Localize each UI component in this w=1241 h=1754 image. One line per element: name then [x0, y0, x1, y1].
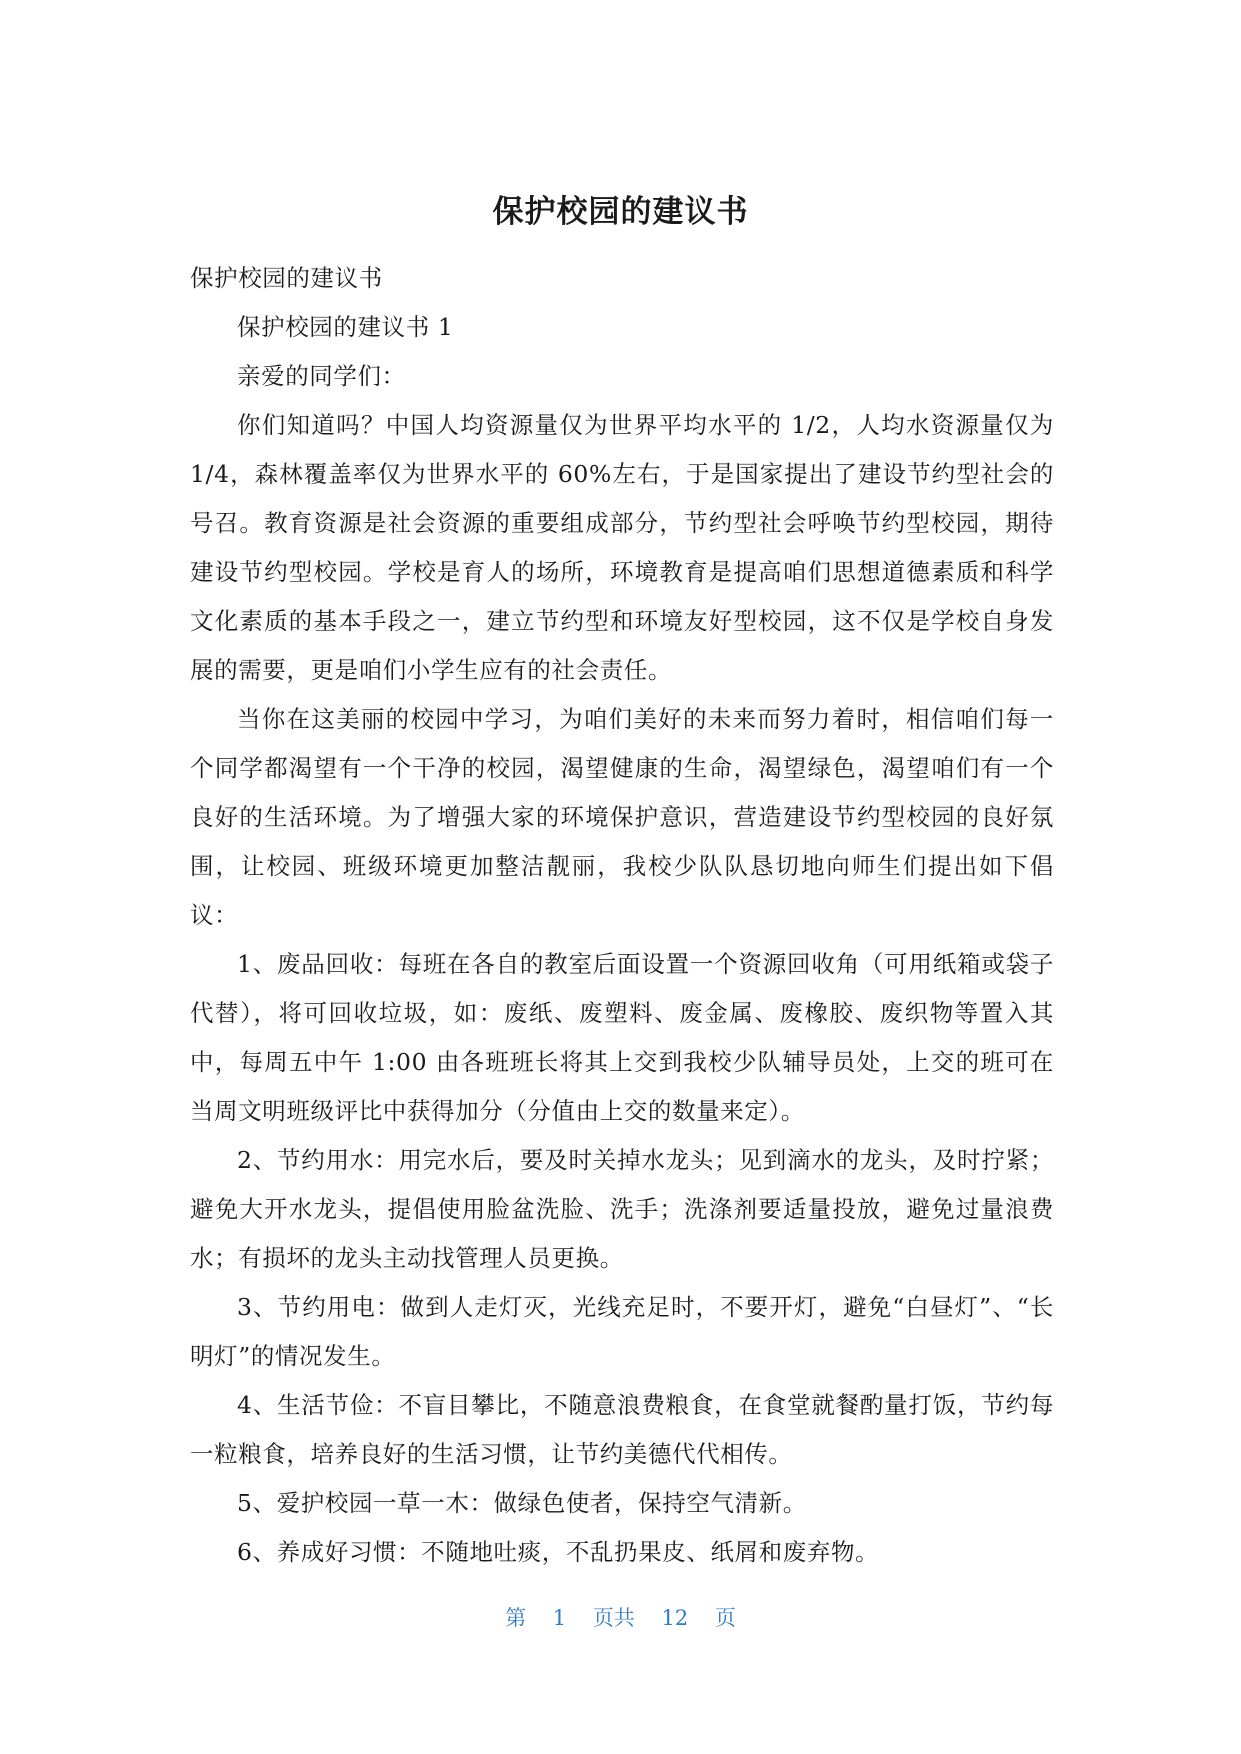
- page-footer: [0, 1602, 1241, 1632]
- footer-label-page: 第: [505, 1606, 527, 1630]
- paragraph-item-1: 1、废品回收：每班在各自的教室后面设置一个资源回收角（可用纸箱或袋子代替），将可回收垃圾，如：废纸、废塑料、废金属、废橡胶、废织物等置入其中，每周五中午 1:00 由各班班长将其上交到我校少队辅导员处，上交的班可在当周文明班级评比中获得加分（分值由上交的数量来定）。: [190, 950, 1054, 1125]
- paragraph-item-3: 3、节约用电：做到人走灯灭，光线充足时，不要开灯，避免“白昼灯”、“长明灯”的情况发生。: [190, 1293, 1054, 1370]
- paragraph-item-5: 5、爱护校园一草一木：做绿色使者，保持空气清新。: [237, 1489, 807, 1517]
- paragraph-subtitle: 保护校园的建议书 1: [237, 313, 454, 341]
- document-body: [190, 254, 1054, 1577]
- document-title: 保护校园的建议书: [492, 194, 749, 230]
- paragraph-item-6: 6、养成好习惯：不随地吐痰，不乱扔果皮、纸屑和废弃物。: [237, 1538, 880, 1566]
- footer-label-unit: 页: [714, 1606, 736, 1630]
- paragraph-heading: 保护校园的建议书: [190, 264, 383, 292]
- footer-total-pages: 12: [661, 1606, 689, 1630]
- paragraph-salutation: 亲爱的同学们：: [237, 362, 406, 390]
- paragraph-appeal: 当你在这美丽的校园中学习，为咱们美好的未来而努力着时，相信咱们每一个同学都渴望有一个干净的校园，渴望健康的生命，渴望绿色，渴望咱们有一个良好的生活环境。为了增强大家的环境保护意识，营造建设节约型校园的良好氛围，让校园、班级环境更加整洁靓丽，我校少队队恳切地向师生们提出如下倡议：: [190, 705, 1054, 929]
- paragraph-item-2: 2、节约用水：用完水后，要及时关掉水龙头；见到滴水的龙头，及时拧紧；避免大开水龙头，提倡使用脸盆洗脸、洗手；洗涤剂要适量投放，避免过量浪费水；有损坏的龙头主动找管理人员更换。: [190, 1146, 1054, 1272]
- footer-label-of: 页共: [592, 1606, 635, 1630]
- footer-current-page: 1: [552, 1606, 567, 1630]
- paragraph-intro: 你们知道吗？中国人均资源量仅为世界平均水平的 1/2，人均水资源量仅为 1/4，森林覆盖率仅为世界水平的 60%左右，于是国家提出了建设节约型社会的号召。教育资源是社会资源的重要组成部分，节约型社会呼唤节约型校园，期待建设节约型校园。学校是育人的场所，环境教育是提高咱们思想道德素质和科学文化素质的基本手段之一，建立节约型和环境友好型校园，这不仅是学校自身发展的需要，更是咱们小学生应有的社会责任。: [190, 411, 1054, 684]
- paragraph-item-4: 4、生活节俭：不盲目攀比，不随意浪费粮食，在食堂就餐酌量打饭，节约每一粒粮食，培养良好的生活习惯，让节约美德代代相传。: [190, 1391, 1054, 1468]
